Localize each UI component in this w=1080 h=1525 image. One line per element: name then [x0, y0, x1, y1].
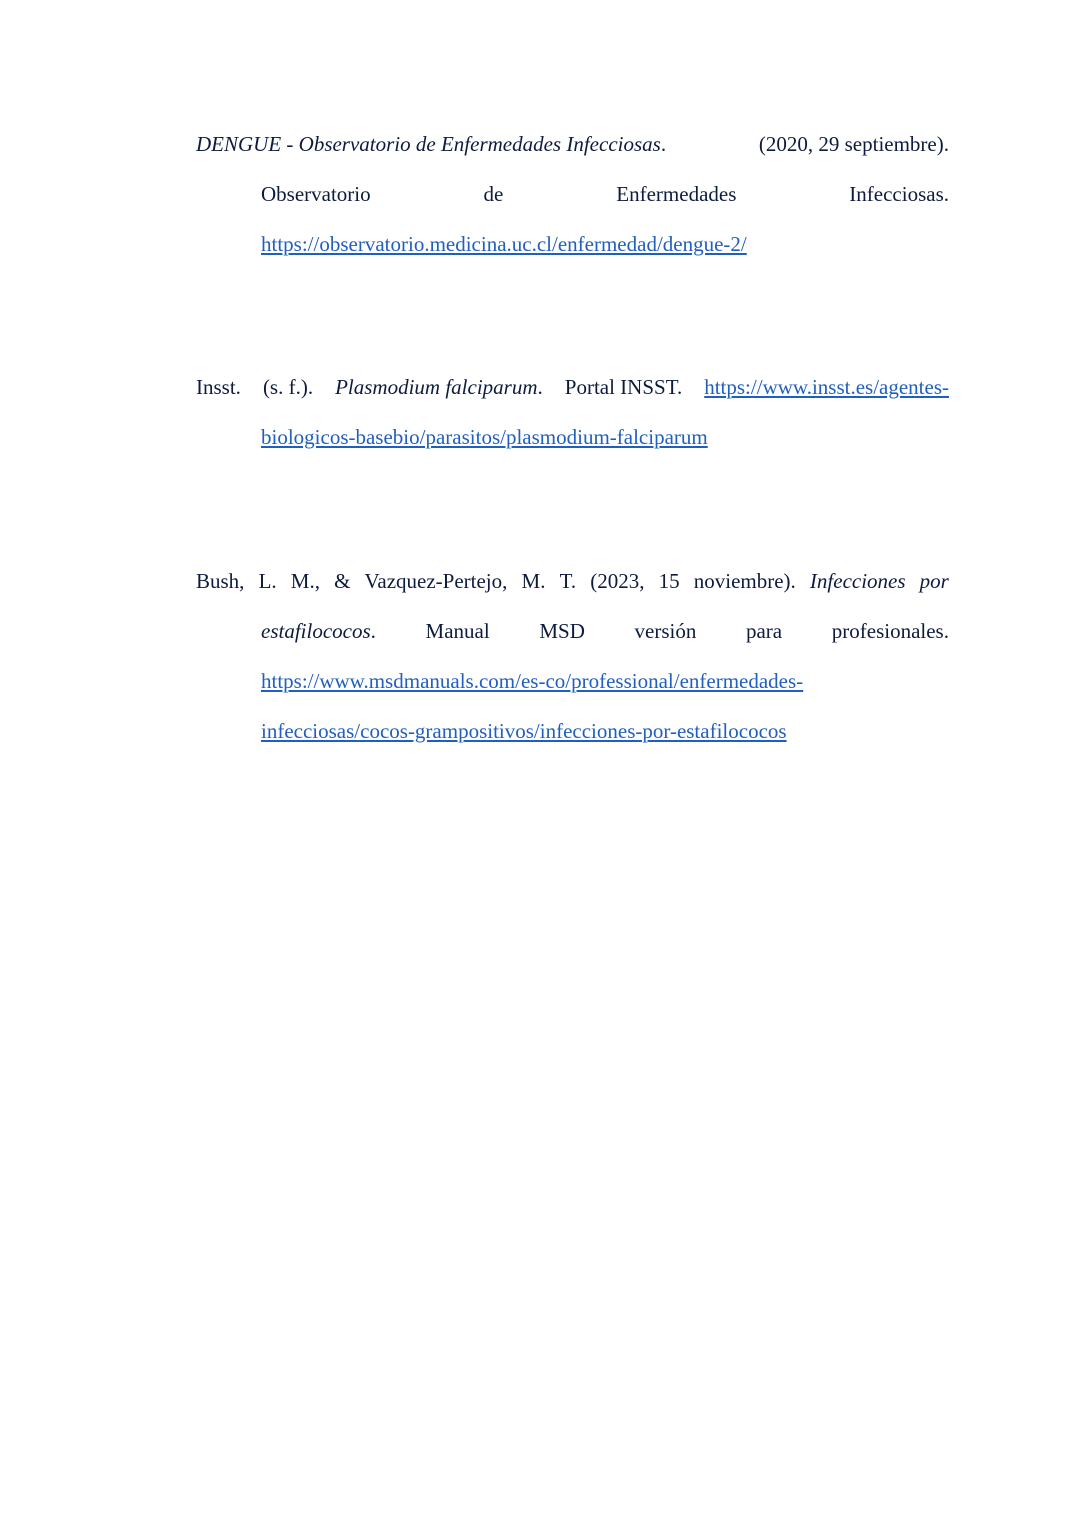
reference-3-line-1: Bush, L. M., & Vazquez-Pertejo, M. T. (2023, 15 noviembre). Infecciones por — [196, 569, 949, 593]
reference-url-link[interactable]: https://observatorio.medicina.uc.cl/enfermedad/dengue-2/ — [261, 232, 747, 256]
reference-url-link-continued[interactable]: infecciosas/cocos-grampositivos/infecciones-por-estafilococos — [261, 719, 787, 743]
reference-2-line-2 — [261, 423, 708, 451]
reference-2-line-1: Insst. (s. f.). Plasmodium falciparum. Portal INSST. https://www.insst.es/agentes- — [196, 375, 949, 399]
reference-date: (2020, 29 septiembre). — [758, 132, 949, 156]
reference-url-link[interactable]: https://www.msdmanuals.com/es-co/professional/enfermedades- — [261, 669, 804, 693]
reference-1-line-3 — [261, 230, 747, 258]
reference-3-line-4 — [261, 717, 787, 745]
reference-author: Insst. — [196, 375, 241, 399]
reference-1-line-1: DENGUE - Observatorio de Enfermedades Infecciosas. (2020, 29 septiembre). — [196, 132, 949, 156]
reference-3-line-3 — [261, 667, 803, 695]
reference-title: DENGUE - Observatorio de Enfermedades Infecciosas — [196, 132, 661, 156]
reference-title: Plasmodium falciparum — [335, 375, 538, 399]
reference-site: Portal INSST. — [564, 375, 683, 399]
reference-url-link-continued[interactable]: biologicos-basebio/parasitos/plasmodium-falciparum — [261, 425, 708, 449]
reference-url-link[interactable]: https://www.insst.es/agentes- — [704, 375, 949, 399]
reference-1-line-2: Observatorio de Enfermedades Infecciosas. — [261, 182, 949, 206]
reference-date: (s. f.). — [262, 375, 314, 399]
reference-3-line-2: estafilococos. Manual MSD versión para profesionales. — [261, 619, 949, 643]
reference-title: Infecciones — [809, 569, 906, 593]
